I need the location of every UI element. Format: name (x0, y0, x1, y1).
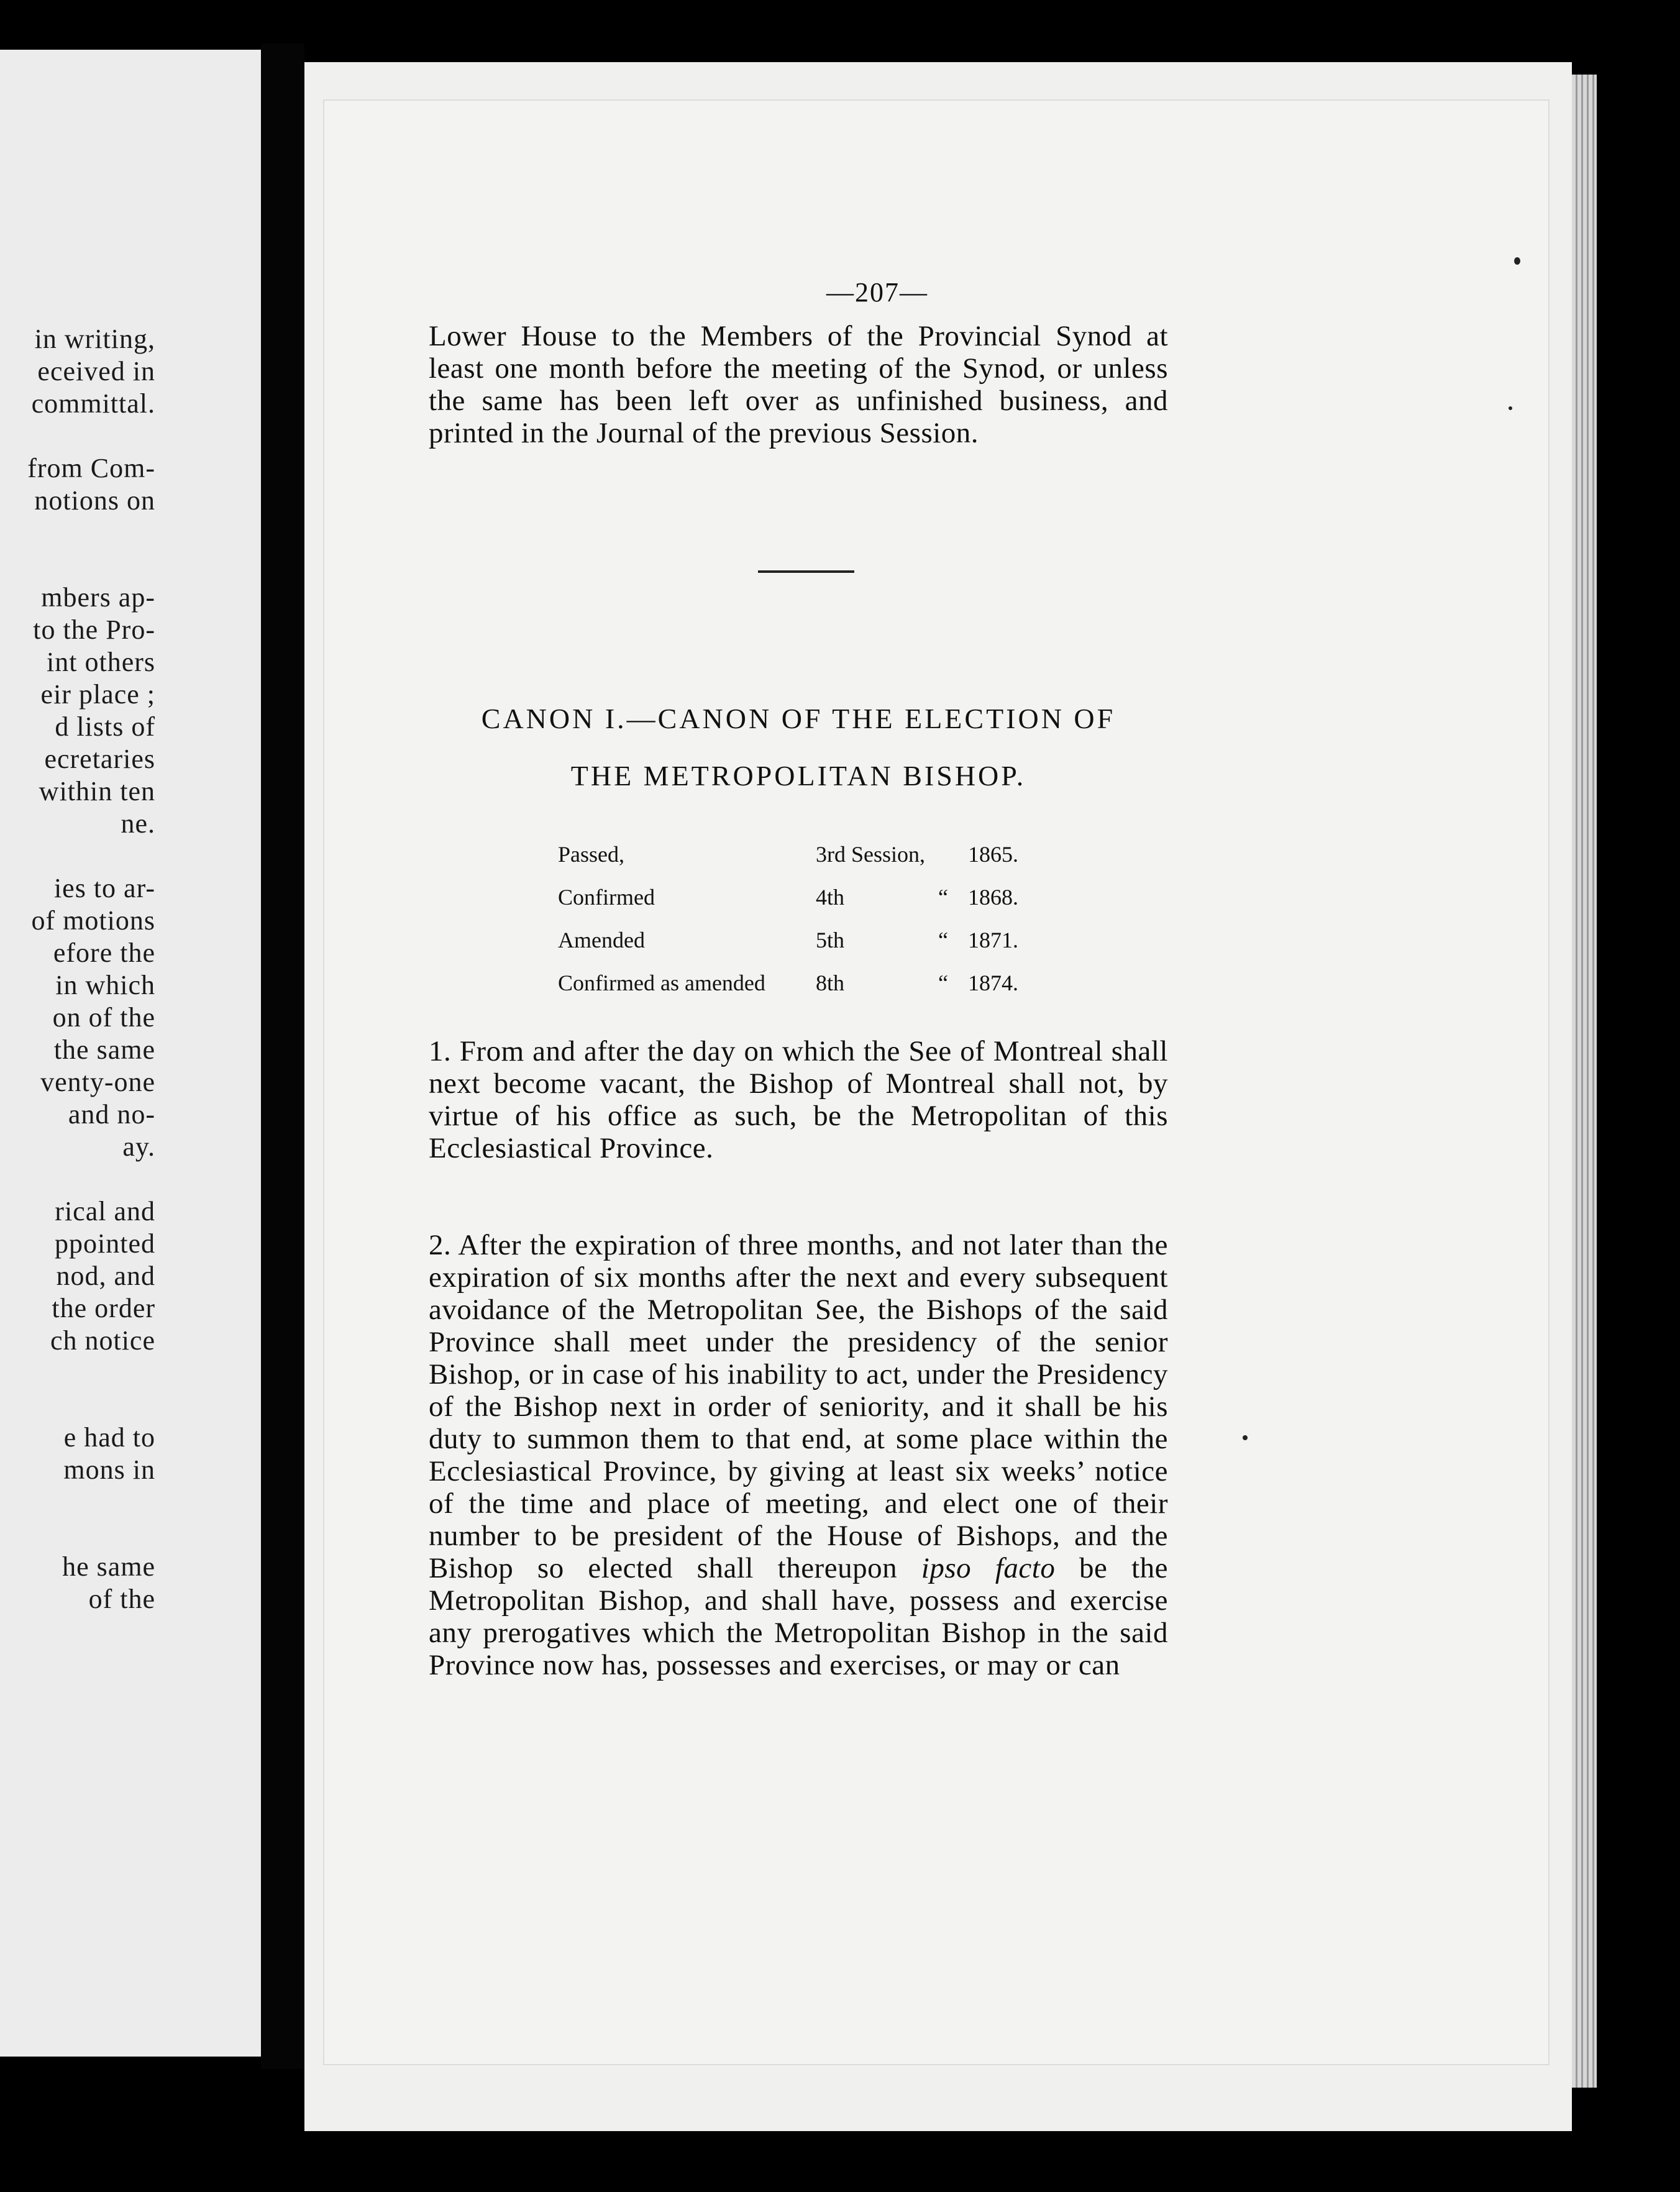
canon-heading-line-2: THE METROPOLITAN BISHOP. (570, 760, 1026, 792)
history-ditto-mark: “ (938, 884, 948, 910)
previous-page-line: rical and (55, 1196, 155, 1226)
previous-page-line: to the Pro- (33, 614, 155, 645)
previous-page-line: committal. (31, 388, 155, 419)
canon-history-table (558, 833, 1043, 1004)
history-session: 3rd Session, (816, 841, 926, 867)
history-session: 5th (816, 927, 845, 952)
history-ditto-mark: “ (938, 970, 948, 995)
history-label: Passed, (558, 841, 624, 867)
previous-page-line: e had to (63, 1422, 155, 1453)
previous-page-line: ecretaries (44, 744, 155, 774)
history-label: Confirmed (558, 884, 655, 910)
page-edges (1572, 75, 1597, 2088)
previous-page-line: within ten (39, 776, 155, 806)
previous-page-line: ay. (122, 1131, 155, 1162)
history-session: 8th (816, 970, 845, 995)
previous-page-line: in which (55, 970, 155, 1000)
previous-page-line: ne. (121, 808, 155, 839)
history-row (558, 961, 1043, 1004)
section-divider (758, 570, 854, 573)
page-number: —207— (826, 277, 928, 308)
previous-page-line: d lists of (55, 711, 155, 742)
history-label: Amended (558, 927, 645, 952)
previous-page-line: the order (52, 1293, 155, 1323)
previous-page-line: of motions (31, 905, 155, 936)
section-2-text-a: 2. After the expiration of three months, and not later than the expiration of six months after the next and every subsequent avoidance of the Metropolitan See, the Bishops of the said Province shall meet under the presidency of the senior Bishop, or in case of his inability to act, under the Presidency of the Bishop next in order of seniority, and it shall be his duty to summon them to that end, at some place within the Ecclesiastical Province, by giving at least six weeks’ notice of the time and place of meeting, and elect one of their number to be president of the House of Bishops, and the Bishop so elected shall thereupon (429, 1229, 1168, 1584)
section-2-paragraph (429, 1229, 1168, 1681)
previous-page-line: the same (53, 1034, 155, 1065)
previous-page-line: mons in (63, 1454, 155, 1485)
history-year: 1868. (968, 884, 1018, 910)
previous-page-line: eir place ; (40, 679, 155, 710)
intro-paragraph: Lower House to the Members of the Provincial Synod at least one month before the meeting of the Synod, or unless the same has been left over as unfinished business, and printed in the Journal of the previous Session. (429, 320, 1168, 449)
scan-speck (1243, 1435, 1248, 1440)
history-session: 4th (816, 884, 845, 910)
section-2-italic-phrase: ipso facto (921, 1552, 1056, 1584)
history-row (558, 918, 1043, 961)
previous-page-line: ppointed (55, 1228, 155, 1259)
history-label: Confirmed as amended (558, 970, 765, 995)
previous-page-line: ch notice (50, 1325, 155, 1356)
history-year: 1874. (968, 970, 1018, 995)
history-year: 1871. (968, 927, 1018, 952)
history-row (558, 833, 1043, 875)
previous-page-line: ies to ar- (53, 873, 155, 903)
previous-page-line: mbers ap- (41, 582, 155, 613)
scan-speck (1514, 257, 1520, 265)
previous-page-line: from Com- (27, 453, 155, 483)
previous-page-line: and no- (68, 1099, 155, 1130)
previous-page-line: venty-one (40, 1067, 155, 1097)
history-year: 1865. (968, 841, 1018, 867)
previous-page-line: on of the (52, 1002, 155, 1033)
previous-page-line: in writing, (34, 324, 155, 354)
previous-page (0, 50, 261, 2057)
previous-page-line: eceived in (37, 356, 155, 386)
previous-page-line: nod, and (56, 1261, 155, 1291)
history-ditto-mark: “ (938, 927, 948, 952)
section-2-text-b: be the Metropolitan Bishop, and shall have, possess and exercise any prerogatives which the Metropolitan Bishop in the said Province now has, possesses and exercises, or may or can (429, 1552, 1169, 1681)
previous-page-line: int others (47, 647, 155, 677)
previous-page-line: notions on (34, 485, 155, 516)
previous-page-line: efore the (53, 938, 155, 968)
book-gutter (261, 43, 304, 2069)
previous-page-line: of the (88, 1584, 155, 1614)
history-row (558, 875, 1043, 918)
scan-speck (1509, 406, 1512, 410)
canon-heading-line-1: CANON I.—CANON OF THE ELECTION OF (481, 703, 1116, 734)
previous-page-line: he same (62, 1551, 155, 1582)
section-1-paragraph: 1. From and after the day on which the See of Montreal shall next become vacant, the Bishop of Montreal shall not, by virtue of his office as such, be the Metropolitan of this Ecclesiastical Province. (429, 1035, 1168, 1164)
